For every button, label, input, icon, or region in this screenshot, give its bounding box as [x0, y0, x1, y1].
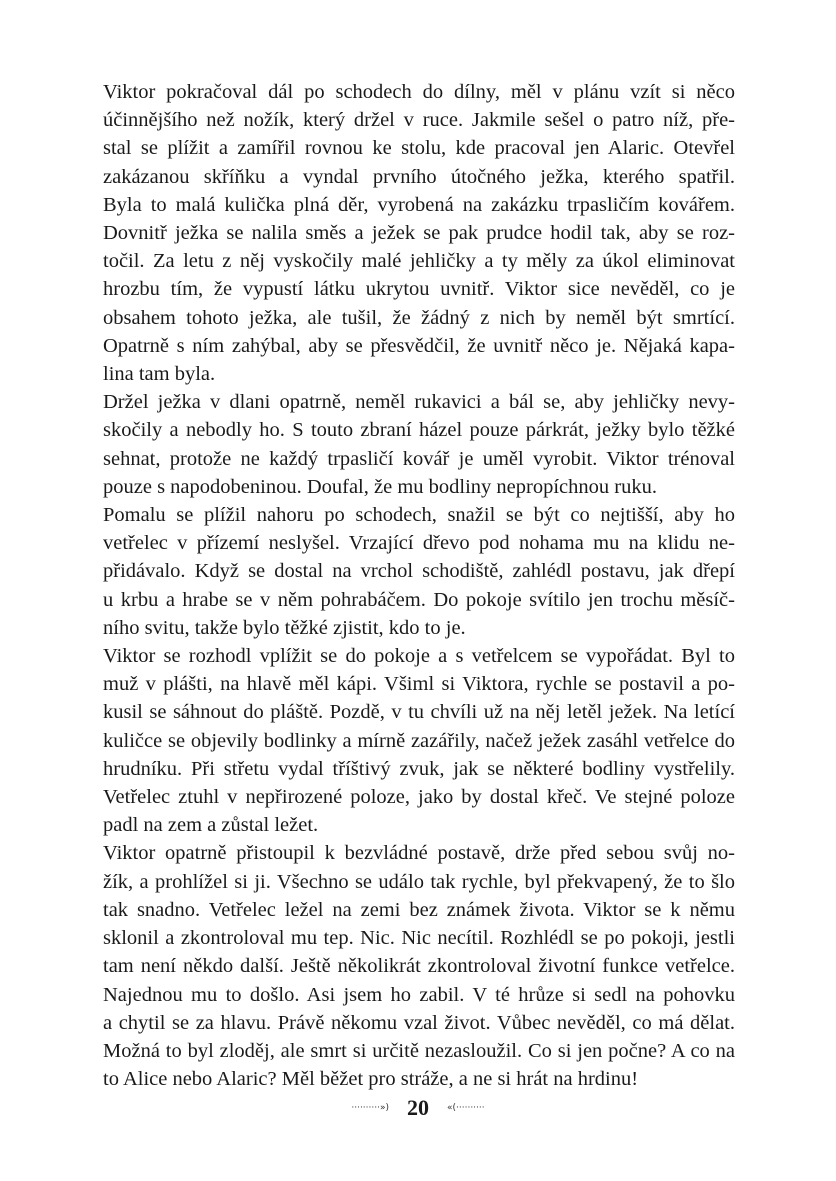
text-line: a chytil se za hlavu. Právě někomu vzal život. Vůbec nevěděl, co má dělat.	[103, 1011, 735, 1034]
text-line: skočily a nebodly ho. S touto zbraní házel pouze párkrát, ježky bylo těžké	[103, 419, 735, 442]
paragraph	[103, 839, 735, 1093]
paragraph	[103, 78, 735, 388]
paragraph	[103, 388, 735, 501]
text-line: Vetřelec ztuhl v nepřirozené poloze, jako by dostal křeč. Ve stejné poloze	[103, 786, 735, 809]
page-number: 20	[407, 1095, 429, 1120]
text-line: zakázanou skříňku a vyndal prvního útočného ježka, kterého spatřil.	[103, 165, 735, 188]
text-line: Viktor se rozhodl vplížit se do pokoje a s vetřelcem se vypořádat. Byl to	[103, 645, 735, 668]
text-line: Držel ježka v dlani opatrně, neměl rukavici a bál se, aby jehličky nevy-	[103, 391, 735, 414]
text-line: lina tam byla.	[103, 363, 216, 386]
page-footer	[0, 1095, 836, 1121]
ornament-right: «(··········	[447, 1102, 485, 1113]
text-line: sehnat, protože ne každý trpasličí kovář je uměl vyrobit. Viktor trénoval	[103, 447, 735, 470]
text-line: ního svitu, takže bylo těžké zjistit, kdo to je.	[103, 616, 466, 639]
text-line: Dovnitř ježka se nalila směs a ježek se pak prudce hodil tak, aby se roz-	[103, 222, 735, 245]
text-line: přidávalo. Když se dostal na vrchol schodiště, zahlédl postavu, jak dřepí	[103, 560, 735, 583]
text-line: Najednou mu to došlo. Asi jsem ho zabil. V té hrůze si sedl na pohovku	[103, 983, 735, 1006]
text-line: kuličce se objevily bodlinky a mírně zazářily, načež ježek zasáhl vetřelce do	[103, 729, 735, 752]
text-line: to Alice nebo Alaric? Měl běžet pro stráže, a ne si hrát na hrdinu!	[103, 1068, 639, 1091]
text-line: Viktor pokračoval dál po schodech do dílny, měl v plánu vzít si něco	[103, 81, 735, 103]
paragraph	[103, 501, 735, 642]
text-line: Byla to malá kulička plná děr, vyrobená na zakázku trpasličím kovářem.	[103, 193, 735, 216]
text-line: stal se plížit a zamířil rovnou ke stolu, kde pracoval jen Alaric. Otevřel	[103, 137, 735, 160]
text-line: Možná to byl zloděj, ale smrt si určitě nezasloužil. Co si jen počne? A co na	[103, 1039, 735, 1062]
text-line: účinnějšího než nožík, který držel v ruce. Jakmile sešel o patro níž, pře-	[103, 109, 735, 132]
text-line: Opatrně s ním zahýbal, aby se přesvědčil, že uvnitř něco je. Nějaká kapa-	[103, 334, 735, 357]
paragraph	[103, 642, 735, 839]
text-line: kusil se sáhnout do pláště. Pozdě, v tu chvíli už na něj letěl ježek. Na letící	[103, 701, 735, 724]
text-line: žík, a prohlížel si ji. Všechno se událo tak rychle, byl překvapený, že to šlo	[103, 870, 735, 893]
text-line: hrudníku. Při střetu vydal tříštivý zvuk, jak se některé bodliny vystřelily.	[103, 757, 735, 780]
text-line: tak snadno. Vetřelec ležel na zemi bez známek života. Viktor se k němu	[103, 898, 735, 921]
text-line: hrozbu tím, že vypustí látku ukrytou uvnitř. Viktor sice nevěděl, co je	[103, 278, 735, 301]
page-body	[103, 78, 735, 1093]
text-line: tam není někdo další. Ještě několikrát zkontroloval životní funkce vetřelce.	[103, 955, 735, 978]
text-line: u krbu a hrabe se v něm pohrabáčem. Do pokoje svítilo jen trochu měsíč-	[103, 588, 735, 611]
text-line: Viktor opatrně přistoupil k bezvládné postavě, drže před sebou svůj no-	[103, 842, 735, 865]
text-line: obsahem tohoto ježka, ale tušil, že žádný z nich by neměl být smrtící.	[103, 306, 735, 329]
text-line: vetřelec v přízemí neslyšel. Vrzající dřevo pod nohama mu na klidu ne-	[103, 532, 735, 555]
text-line: muž v plášti, na hlavě měl kápi. Všiml si Viktora, rychle se postavil a po-	[103, 673, 735, 696]
text-line: točil. Za letu z něj vyskočily malé jehličky a ty měly za úkol eliminovat	[103, 250, 735, 273]
text-line: Pomalu se plížil nahoru po schodech, snažil se být co nejtišší, aby ho	[103, 504, 735, 527]
text-line: padl na zem a zůstal ležet.	[103, 814, 319, 837]
text-line: sklonil a zkontroloval mu tep. Nic. Nic necítil. Rozhlédl se po pokoji, jestli	[103, 927, 735, 950]
text-line: pouze s napodobeninou. Doufal, že mu bodliny nepropíchnou ruku.	[103, 475, 657, 498]
ornament-left: ··········»)	[351, 1102, 389, 1113]
